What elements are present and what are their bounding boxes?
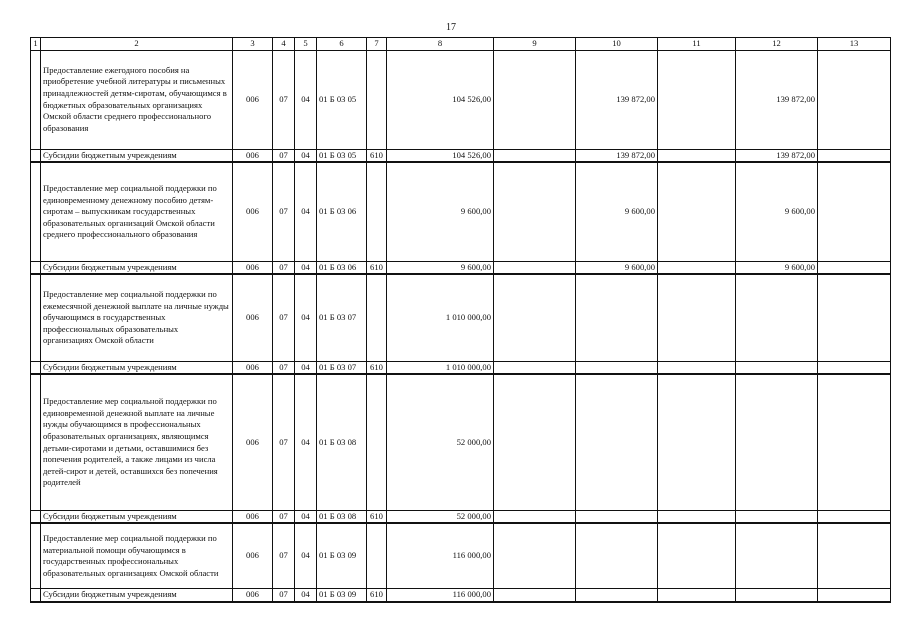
cell-section: 07	[273, 50, 295, 149]
column-number: 9	[494, 38, 576, 51]
cell-amount	[658, 510, 736, 523]
column-number: 2	[41, 38, 233, 51]
cell-expense-type	[367, 374, 387, 510]
table-row	[31, 162, 891, 261]
cell-target-article: 01 Б 03 07	[317, 274, 367, 361]
cell-description: Субсидии бюджетным учреждениям	[41, 261, 233, 274]
cell-amount	[818, 149, 891, 162]
table-row	[31, 588, 891, 601]
cell-amount	[818, 374, 891, 510]
cell-amount	[576, 274, 658, 361]
cell-expense-type	[367, 162, 387, 261]
cell-subsection: 04	[295, 523, 317, 588]
cell-section: 07	[273, 162, 295, 261]
cell-description: Субсидии бюджетным учреждениям	[41, 510, 233, 523]
cell-target-article: 01 Б 03 06	[317, 162, 367, 261]
cell-amount	[818, 523, 891, 588]
cell-amount	[576, 523, 658, 588]
cell-subsection: 04	[295, 374, 317, 510]
cell-amount	[658, 149, 736, 162]
cell-subsection: 04	[295, 588, 317, 601]
cell-section: 07	[273, 523, 295, 588]
cell-amount	[818, 261, 891, 274]
table-row	[31, 523, 891, 588]
cell-ministry-code: 006	[233, 162, 273, 261]
cell-amount: 9 600,00	[387, 261, 494, 274]
cell-row-number	[31, 588, 41, 601]
cell-description: Субсидии бюджетным учреждениям	[41, 361, 233, 374]
cell-description: Предоставление ежегодного пособия на приобретение учебной литературы и письменных принадлежностей детям-сиротам, обучающимся в бюджетных образовательных организациях Омской области среднего профессионального образования	[41, 50, 233, 149]
column-number: 1	[31, 38, 41, 51]
cell-row-number	[31, 50, 41, 149]
cell-subsection: 04	[295, 261, 317, 274]
cell-amount: 104 526,00	[387, 149, 494, 162]
cell-row-number	[31, 261, 41, 274]
cell-amount: 139 872,00	[576, 50, 658, 149]
cell-row-number	[31, 162, 41, 261]
cell-amount	[736, 588, 818, 601]
cell-ministry-code: 006	[233, 361, 273, 374]
cell-subsection: 04	[295, 510, 317, 523]
cell-ministry-code: 006	[233, 588, 273, 601]
cell-expense-type: 610	[367, 588, 387, 601]
column-number-row	[31, 38, 891, 51]
cell-amount	[494, 50, 576, 149]
cell-amount: 9 600,00	[576, 162, 658, 261]
column-number: 5	[295, 38, 317, 51]
column-number: 13	[818, 38, 891, 51]
cell-amount	[576, 510, 658, 523]
cell-amount	[818, 588, 891, 601]
cell-section: 07	[273, 510, 295, 523]
cell-amount: 9 600,00	[387, 162, 494, 261]
cell-amount	[658, 274, 736, 361]
cell-amount: 139 872,00	[736, 50, 818, 149]
table-row	[31, 510, 891, 523]
cell-section: 07	[273, 374, 295, 510]
cell-ministry-code: 006	[233, 50, 273, 149]
cell-amount	[818, 510, 891, 523]
cell-target-article: 01 Б 03 08	[317, 374, 367, 510]
cell-amount	[494, 261, 576, 274]
cell-row-number	[31, 149, 41, 162]
cell-row-number	[31, 510, 41, 523]
cell-amount	[818, 50, 891, 149]
page-number: 17	[446, 22, 456, 33]
table-row	[31, 149, 891, 162]
cell-amount: 116 000,00	[387, 523, 494, 588]
cell-row-number	[31, 523, 41, 588]
cell-amount	[736, 374, 818, 510]
table-row	[31, 50, 891, 149]
cell-amount	[494, 274, 576, 361]
cell-subsection: 04	[295, 149, 317, 162]
cell-section: 07	[273, 361, 295, 374]
cell-target-article: 01 Б 03 09	[317, 523, 367, 588]
cell-amount	[658, 588, 736, 601]
cell-amount: 104 526,00	[387, 50, 494, 149]
cell-ministry-code: 006	[233, 510, 273, 523]
cell-subsection: 04	[295, 50, 317, 149]
cell-expense-type: 610	[367, 149, 387, 162]
cell-amount	[494, 588, 576, 601]
cell-subsection: 04	[295, 274, 317, 361]
cell-section: 07	[273, 261, 295, 274]
column-number: 7	[367, 38, 387, 51]
cell-amount: 1 010 000,00	[387, 274, 494, 361]
cell-ministry-code: 006	[233, 149, 273, 162]
cell-target-article: 01 Б 03 05	[317, 50, 367, 149]
cell-amount	[736, 523, 818, 588]
cell-amount	[494, 162, 576, 261]
table-row	[31, 261, 891, 274]
cell-amount: 9 600,00	[736, 261, 818, 274]
cell-amount	[658, 162, 736, 261]
cell-subsection: 04	[295, 162, 317, 261]
cell-ministry-code: 006	[233, 261, 273, 274]
cell-ministry-code: 006	[233, 274, 273, 361]
cell-amount: 139 872,00	[576, 149, 658, 162]
cell-section: 07	[273, 588, 295, 601]
cell-amount: 52 000,00	[387, 374, 494, 510]
cell-description: Субсидии бюджетным учреждениям	[41, 588, 233, 601]
cell-amount: 139 872,00	[736, 149, 818, 162]
cell-row-number	[31, 274, 41, 361]
cell-amount	[494, 523, 576, 588]
cell-amount	[818, 162, 891, 261]
cell-row-number	[31, 361, 41, 374]
cell-amount: 9 600,00	[736, 162, 818, 261]
cell-amount	[494, 374, 576, 510]
cell-amount	[576, 588, 658, 601]
cell-expense-type: 610	[367, 261, 387, 274]
cell-description: Предоставление мер социальной поддержки по материальной помощи обучающимся в государственных профессиональных образовательных организациях Омской области	[41, 523, 233, 588]
cell-amount	[494, 361, 576, 374]
cell-amount	[658, 374, 736, 510]
table-row	[31, 274, 891, 361]
table-body	[31, 38, 891, 602]
cell-amount	[658, 50, 736, 149]
cell-amount	[658, 523, 736, 588]
cell-amount	[818, 274, 891, 361]
cell-subsection: 04	[295, 361, 317, 374]
cell-amount	[576, 374, 658, 510]
cell-expense-type: 610	[367, 510, 387, 523]
column-number: 10	[576, 38, 658, 51]
column-number: 3	[233, 38, 273, 51]
cell-ministry-code: 006	[233, 523, 273, 588]
column-number: 11	[658, 38, 736, 51]
cell-amount	[494, 510, 576, 523]
column-number: 4	[273, 38, 295, 51]
cell-target-article: 01 Б 03 07	[317, 361, 367, 374]
cell-description: Предоставление мер социальной поддержки по ежемесячной денежной выплате на личные нужды обучающимся в государственных профессиональных образовательных организациях Омской области	[41, 274, 233, 361]
cell-amount: 52 000,00	[387, 510, 494, 523]
cell-amount: 1 010 000,00	[387, 361, 494, 374]
cell-amount	[494, 149, 576, 162]
cell-amount	[658, 361, 736, 374]
cell-description: Предоставление мер социальной поддержки по единовременной денежной выплате на личные нужды обучающимся в профессиональных образовательных организациях, являющимся детьми-сиротами и детьми, оставшимися без попечения родителей, а также лицами из числа детей-сирот и детей, оставшихся без попечения родителей	[41, 374, 233, 510]
cell-expense-type	[367, 50, 387, 149]
cell-amount	[576, 361, 658, 374]
cell-amount	[736, 361, 818, 374]
cell-description: Субсидии бюджетным учреждениям	[41, 149, 233, 162]
cell-amount: 9 600,00	[576, 261, 658, 274]
budget-table	[30, 37, 891, 603]
cell-row-number	[31, 374, 41, 510]
column-number: 12	[736, 38, 818, 51]
cell-amount	[658, 261, 736, 274]
cell-expense-type	[367, 523, 387, 588]
cell-section: 07	[273, 149, 295, 162]
column-number: 8	[387, 38, 494, 51]
cell-amount	[736, 274, 818, 361]
table-row	[31, 374, 891, 510]
cell-target-article: 01 Б 03 06	[317, 261, 367, 274]
column-number: 6	[317, 38, 367, 51]
table-row	[31, 361, 891, 374]
cell-amount	[736, 510, 818, 523]
cell-ministry-code: 006	[233, 374, 273, 510]
cell-target-article: 01 Б 03 08	[317, 510, 367, 523]
cell-section: 07	[273, 274, 295, 361]
cell-target-article: 01 Б 03 05	[317, 149, 367, 162]
cell-amount: 116 000,00	[387, 588, 494, 601]
cell-expense-type	[367, 274, 387, 361]
cell-target-article: 01 Б 03 09	[317, 588, 367, 601]
cell-description: Предоставление мер социальной поддержки по единовременному денежному пособию детям-сиротам – выпускникам государственных образовательных организаций Омской области среднего профессионального образования	[41, 162, 233, 261]
cell-expense-type: 610	[367, 361, 387, 374]
cell-amount	[818, 361, 891, 374]
